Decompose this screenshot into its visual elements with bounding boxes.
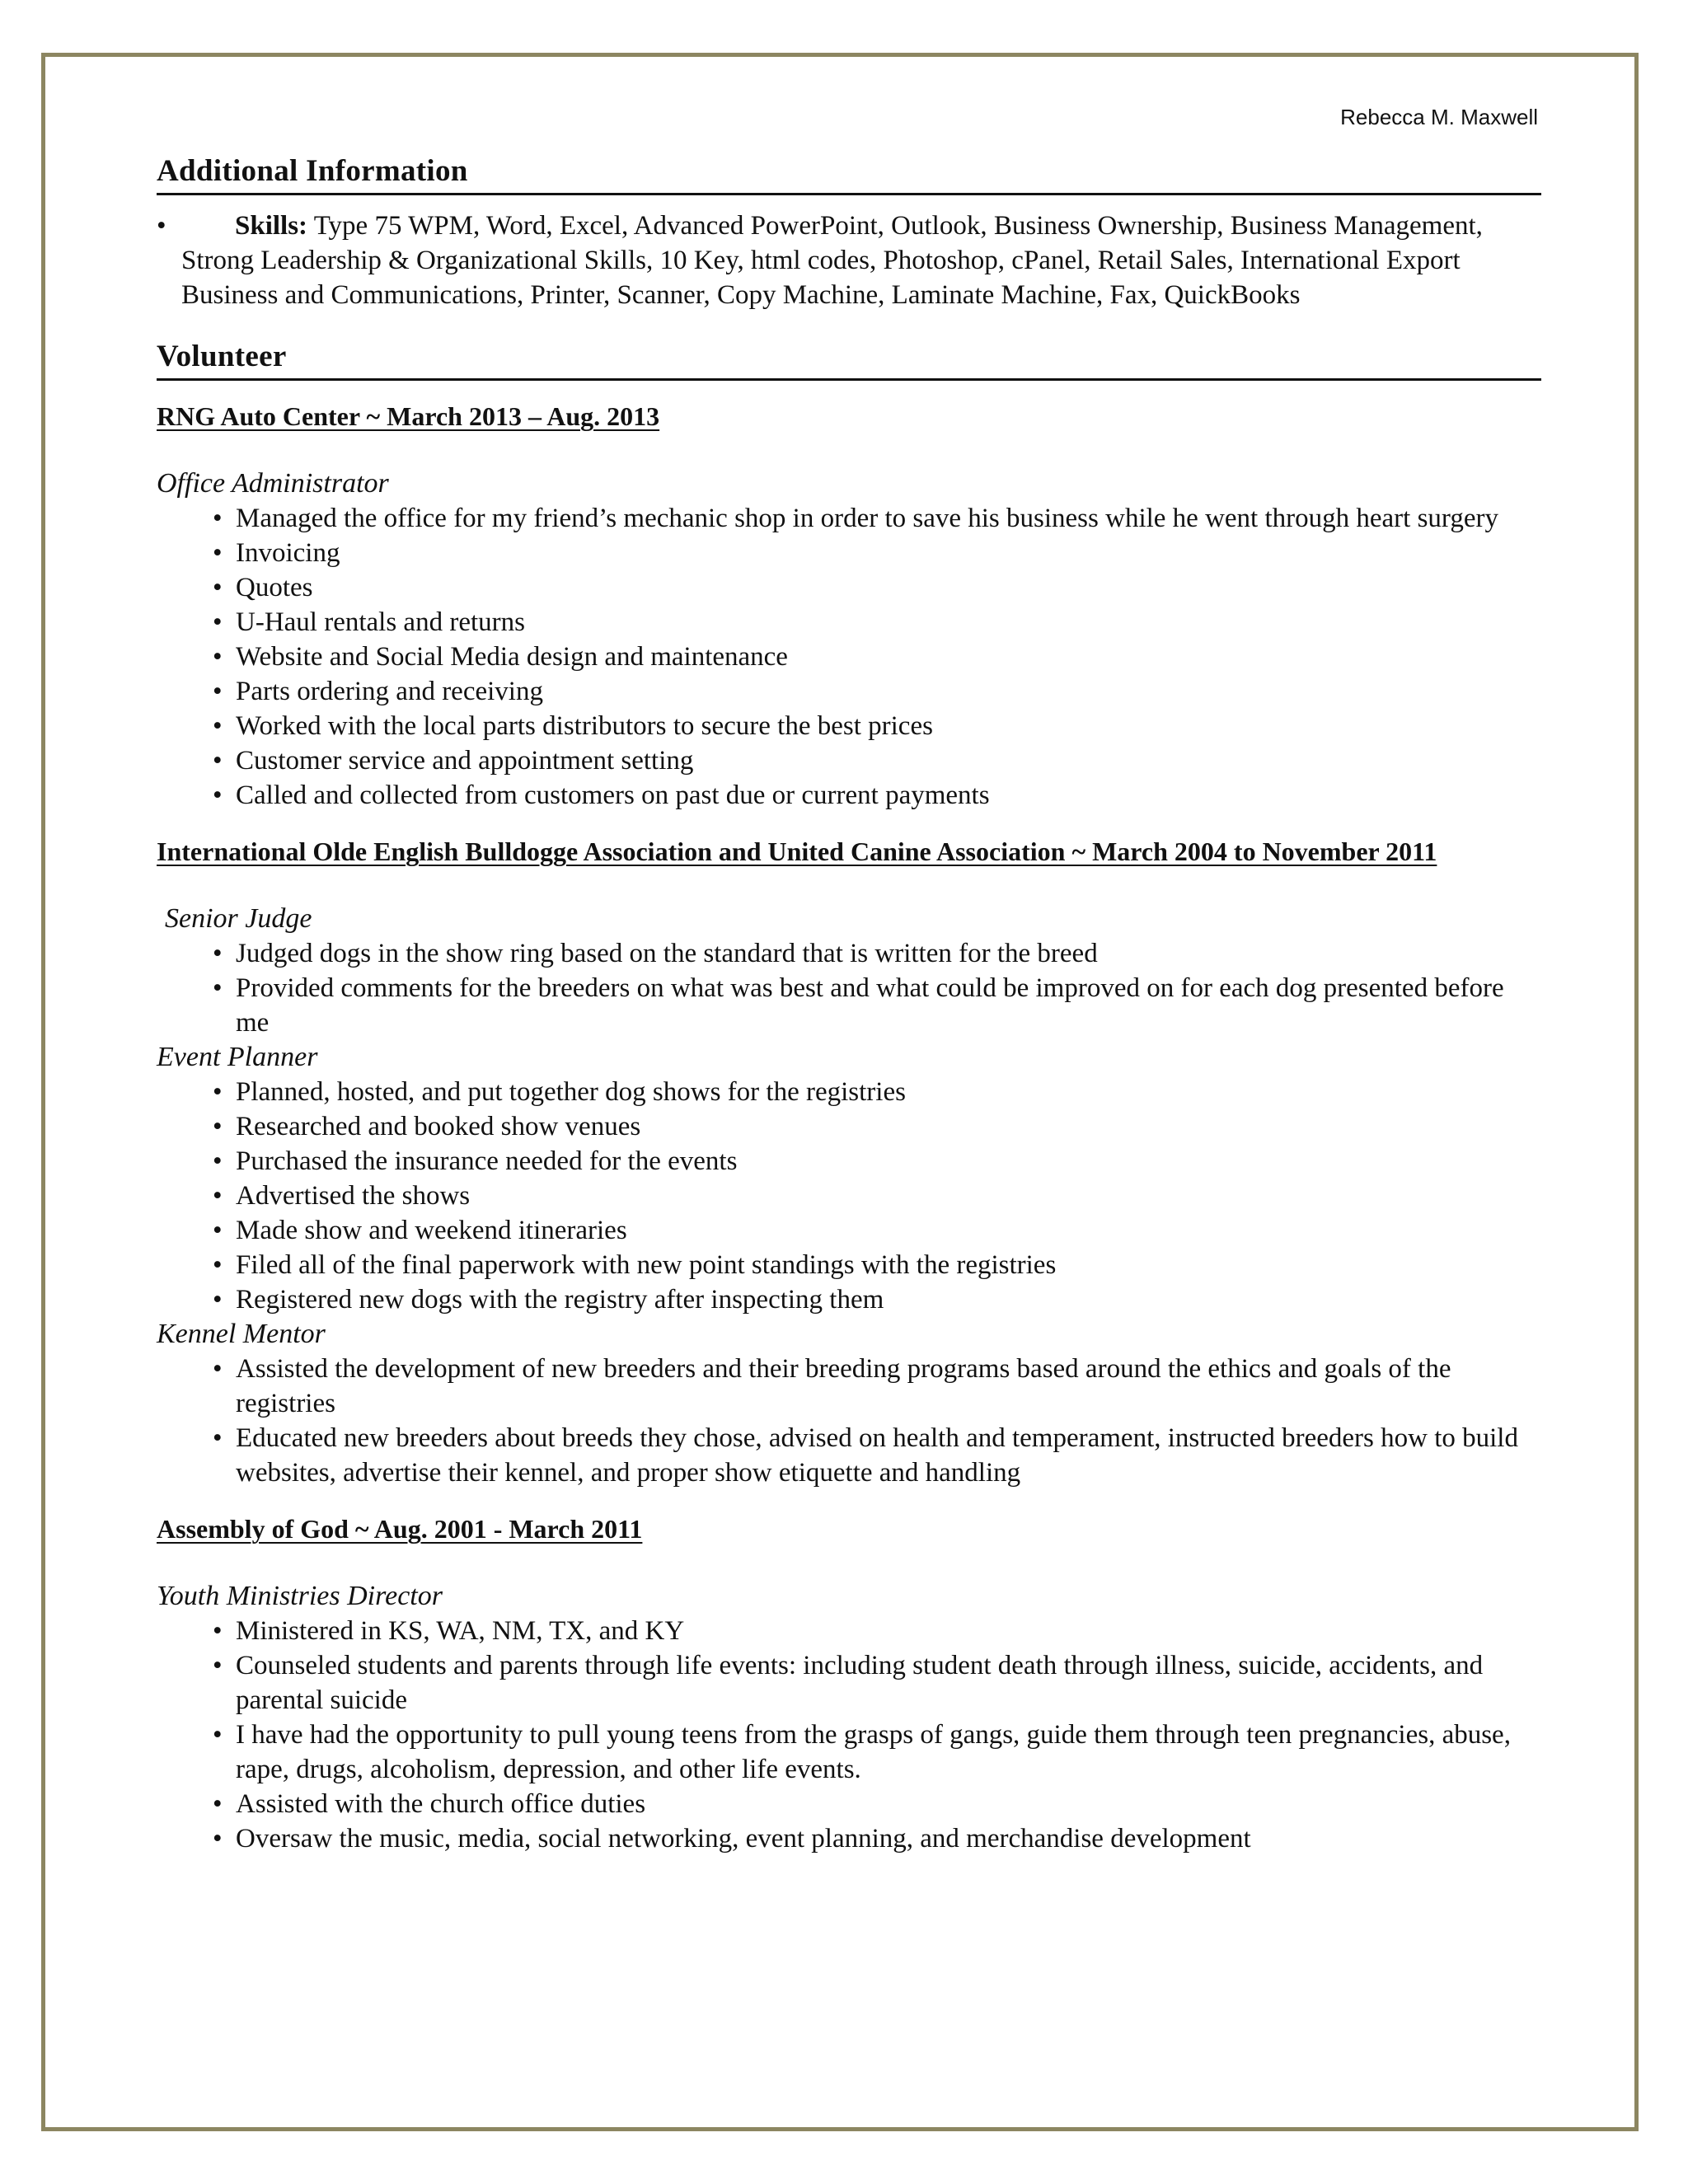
bullet-icon: • — [213, 1077, 223, 1107]
list-item: • Assisted the development of new breeders and their breeding programs based around the ethics and goals of the registries — [236, 1352, 1541, 1421]
bullet-icon: • — [213, 780, 223, 810]
bullet-icon: • — [213, 538, 223, 568]
list-item: • Filed all of the final paperwork with new point standings with the registries — [236, 1248, 1541, 1282]
bullet-icon: • — [213, 1250, 223, 1280]
list-item: • Invoicing — [236, 536, 1541, 570]
resume-page — [157, 102, 1541, 1856]
list-item: • Assisted with the church office duties — [236, 1787, 1541, 1821]
role-title-senior-judge: Senior Judge — [165, 903, 312, 934]
duty-list — [157, 1614, 1541, 1856]
bullet-icon: • — [213, 973, 223, 1003]
list-item: • Purchased the insurance needed for the events — [236, 1144, 1541, 1179]
list-item: • Parts ordering and receiving — [236, 674, 1541, 709]
duty-list — [157, 501, 1541, 813]
bullet-icon: • — [213, 1651, 223, 1680]
org-heading-text: International Olde English Bulldogge Association and United Canine Association ~ March 2004 to November 2011 — [157, 837, 1437, 866]
list-item: • Registered new dogs with the registry after inspecting them — [236, 1282, 1541, 1317]
role-title-youth-ministries-director: Youth Ministries Director — [157, 1581, 443, 1611]
bullet-icon: • — [213, 642, 223, 672]
header-name: Rebecca M. Maxwell — [1340, 105, 1538, 129]
skills-text: Type 75 WPM, Word, Excel, Advanced PowerPoint, Outlook, Business Ownership, Business Management, Strong Leadership & Organizational Skills, 10 Key, html codes, Photoshop, cPanel, Retail Sales, International Export Business and Communications, Printer, Scanner, Copy Machine, Laminate Machine, Fax, QuickBooks — [181, 211, 1483, 310]
org-heading-text: RNG Auto Center ~ March 2013 – Aug. 2013 — [157, 401, 660, 431]
duty-list — [157, 1075, 1541, 1317]
bullet-icon: • — [213, 1789, 223, 1819]
bullet-icon: • — [213, 1216, 223, 1245]
list-item: • Planned, hosted, and put together dog shows for the registries — [236, 1075, 1541, 1109]
bullet-icon: • — [213, 504, 223, 533]
list-item: • Website and Social Media design and maintenance — [236, 640, 1541, 674]
duty-list — [157, 936, 1541, 1040]
list-item: • I have had the opportunity to pull young teens from the grasps of gangs, guide them through teen pregnancies, abuse, rape, drugs, alcoholism, depression, and other life events. — [236, 1718, 1541, 1787]
list-item: • Quotes — [236, 570, 1541, 605]
list-item: • Customer service and appointment setting — [236, 743, 1541, 778]
list-item: • Oversaw the music, media, social networking, event planning, and merchandise development — [236, 1821, 1541, 1856]
bullet-icon: • — [213, 746, 223, 776]
list-item: • U-Haul rentals and returns — [236, 605, 1541, 640]
bullet-icon: • — [213, 1354, 223, 1384]
bullet-icon: • — [213, 1285, 223, 1315]
org-heading-ioeba-uca — [157, 834, 1541, 869]
bullet-icon: • — [213, 573, 223, 602]
bullet-icon: • — [213, 939, 223, 968]
bullet-icon: • — [213, 677, 223, 706]
role-title-office-administrator: Office Administrator — [157, 468, 389, 499]
section-title-additional-information: Additional Information — [157, 152, 1541, 195]
list-item: • Provided comments for the breeders on what was best and what could be improved on for each dog presented before me — [236, 971, 1541, 1040]
skills-label: Skills: — [235, 211, 308, 241]
bullet-icon: • — [157, 211, 166, 241]
section-title-volunteer: Volunteer — [157, 337, 1541, 381]
bullet-icon: • — [213, 711, 223, 741]
org-heading-text: Assembly of God ~ Aug. 2001 - March 2011 — [157, 1514, 643, 1544]
list-item: • Advertised the shows — [236, 1179, 1541, 1213]
list-item: • Worked with the local parts distributors to secure the best prices — [236, 709, 1541, 743]
bullet-icon: • — [213, 1146, 223, 1176]
role-title-event-planner: Event Planner — [157, 1042, 318, 1072]
bullet-icon: • — [213, 607, 223, 637]
org-heading-assembly-of-god — [157, 1511, 1541, 1546]
role-title-kennel-mentor: Kennel Mentor — [157, 1319, 326, 1349]
skills-paragraph — [157, 209, 1541, 312]
bullet-icon: • — [213, 1181, 223, 1211]
list-item: • Ministered in KS, WA, NM, TX, and KY — [236, 1614, 1541, 1648]
bullet-icon: • — [213, 1824, 223, 1854]
org-heading-rng-auto-center — [157, 399, 1541, 434]
list-item: • Managed the office for my friend’s mechanic shop in order to save his business while he went through heart surgery — [236, 501, 1541, 536]
list-item: • Researched and booked show venues — [236, 1109, 1541, 1144]
bullet-icon: • — [213, 1720, 223, 1750]
bullet-icon: • — [213, 1112, 223, 1141]
list-item: • Educated new breeders about breeds they chose, advised on health and temperament, instructed breeders how to build websites, advertise their kennel, and proper show etiquette and handling — [236, 1421, 1541, 1490]
bullet-icon: • — [213, 1423, 223, 1453]
list-item: • Called and collected from customers on past due or current payments — [236, 778, 1541, 813]
duty-list — [157, 1352, 1541, 1490]
list-item: • Made show and weekend itineraries — [236, 1213, 1541, 1248]
list-item: • Judged dogs in the show ring based on the standard that is written for the breed — [236, 936, 1541, 971]
bullet-icon: • — [213, 1616, 223, 1646]
list-item: • Counseled students and parents through life events: including student death through illness, suicide, accidents, and parental suicide — [236, 1648, 1541, 1718]
